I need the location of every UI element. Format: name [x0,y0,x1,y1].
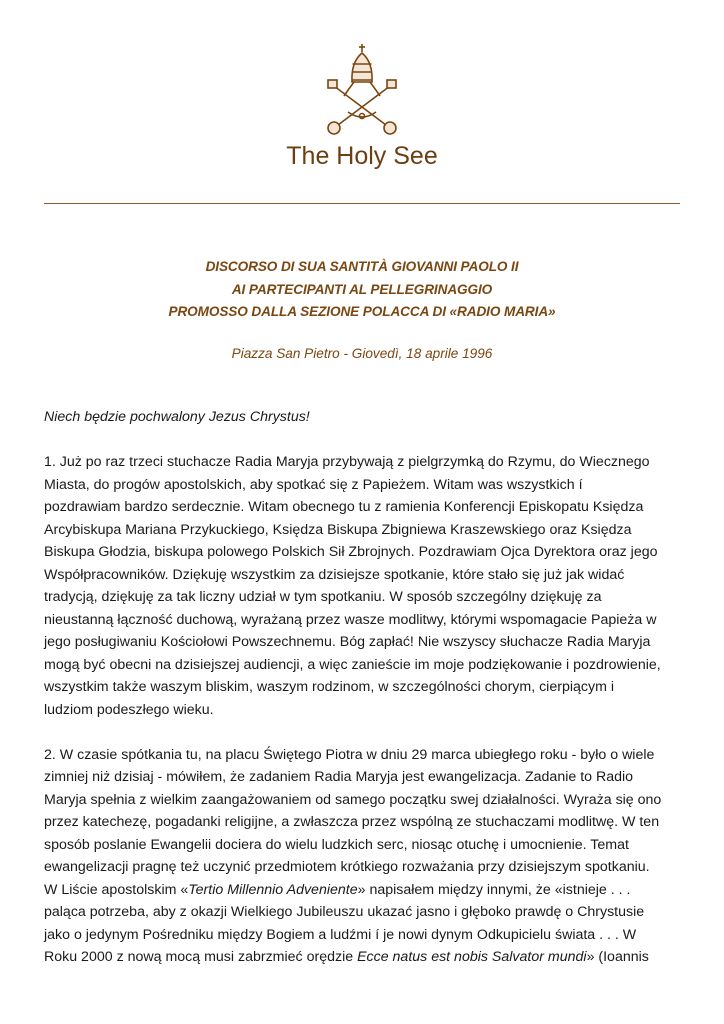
paragraph-1 [44,451,684,721]
text-line: Arcybiskupa Mariana Przykuckiego, Księdza Biskupa Zbigniewa Kraszewskiego oraz Księdza [44,521,632,538]
paragraph-2 [44,744,684,969]
text-line: zimniej niż dzisiaj - mówiłem, że zadaniem Radia Maryja jest ewangelizacja. Zadanie to Radio [44,769,634,785]
greeting: Niech będzie pochwalony Jezus Chrystus! [44,409,310,425]
latin-quote-italic: Ecce natus est nobis Salvator mundi [357,949,587,965]
text-line: przez katechezę, pogadanki religijne, a zwłaszcza przez wspólną ze stuchaczami modlitwę. W ten [44,814,660,830]
text-line: 2. W czasie spótkania tu, na placu Świętego Piotra w dniu 29 marca ubiegłego roku - było o wiele [44,746,655,763]
text-line: Miasta, do progów apostolskich, aby spotkać się z Papieżem. Witam was wszystkich í [44,476,583,493]
text-line: jego posługiwaniu Kościołowi Powszechnemu. Bóg zapłać! Nie wszyscy słuchacze Radia Maryja [44,634,651,650]
text-line: tradycją, dziękuję za tak liczny udział w tym spotkaniu. W sposób szczególny dziękuję za [44,589,602,605]
document-title-line: AI PARTECIPANTI AL PELLEGRINAGGIO [231,281,493,297]
work-title-italic: Tertio Millennio Adveniente [188,881,358,898]
document-title-line: DISCORSO DI SUA SANTITÀ GIOVANNI PAOLO II [205,259,519,274]
document-body [44,406,684,991]
text-line: ewangelizacji pragnę też uczynić przedmiotem krótkiego rozważania przy dzisiejszym spotkaniu. [44,859,650,875]
document-title-line: PROMOSSO DALLA SEZIONE POLACCA DI «RADIO MARIA» [168,304,556,319]
text-fragment: » (Ioannis [586,949,649,965]
site-title[interactable]: The Holy See [286,142,438,170]
header-divider [44,203,680,204]
papal-keys-tiara-emblem-icon [318,42,406,138]
text-line: Współpracowników. Dziękuję wszystkim za dzisiejsze spotkanie, które stało się już jak widać [44,566,625,583]
text-line: sposób poslanie Ewangelii dociera do wielu ludzkich serc, niosąc otuchę i umocnienie. Temat [44,836,629,853]
text-line: Biskupa Głodzia, biskupa polowego Polskich Sił Zbrojnych. Pozdrawiam Ojca Dyrektora oraz jego [44,544,658,560]
text-line [44,879,684,902]
text-line: nieustanną łączność duchową, wyrażaną przez wasze modlitwy, którymi wspomagacie Papieża w [44,611,657,628]
place-date: Piazza San Pietro - Giovedì, 18 aprile 1996 [231,346,493,361]
document-title [0,256,724,324]
text-line: mogą być obecni na dzisiejszej audiencji, a więc zanieście im moje podziękowanie i pozdrowienie, [44,656,661,673]
text-line [44,946,684,969]
text-line: paląca potrzeba, aby z okazji Wielkiego Jubileuszu ukazać jasno i głęboko prawdę o Chrystusie [44,904,645,920]
text-fragment: W Liście apostolskim « [44,881,189,898]
text-fragment: » napisałem między innymi, że «istnieje . . . [357,881,631,898]
text-line: jako o jedynym Pośredniku między Bogiem a ludźmi í je nowi dynym Odkupicielu świata . . . W [44,926,637,943]
text-line: 1. Już po raz trzeci stuchacze Radia Maryja przybywają z pielgrzymką do Rzymu, do Wiecznego [44,454,650,470]
text-line: pozdrawiam bardzo serdecznie. Witam obecnego tu z ramienia Konferencji Episkopatu Księdza [44,499,644,515]
text-line: ludziom podeszłego wieku. [44,701,214,718]
text-line: wszystkim także waszym bliskim, waszym rodzinom, w szczególności chorym, cierpiącym i [44,679,614,695]
text-fragment: Roku 2000 z nową mocą musi zabrzmieć orędzie [44,949,358,965]
text-line: Maryja spełnia z wielkim zaangażowaniem od samego początku swej działalności. Wyraża się ono [44,791,662,808]
